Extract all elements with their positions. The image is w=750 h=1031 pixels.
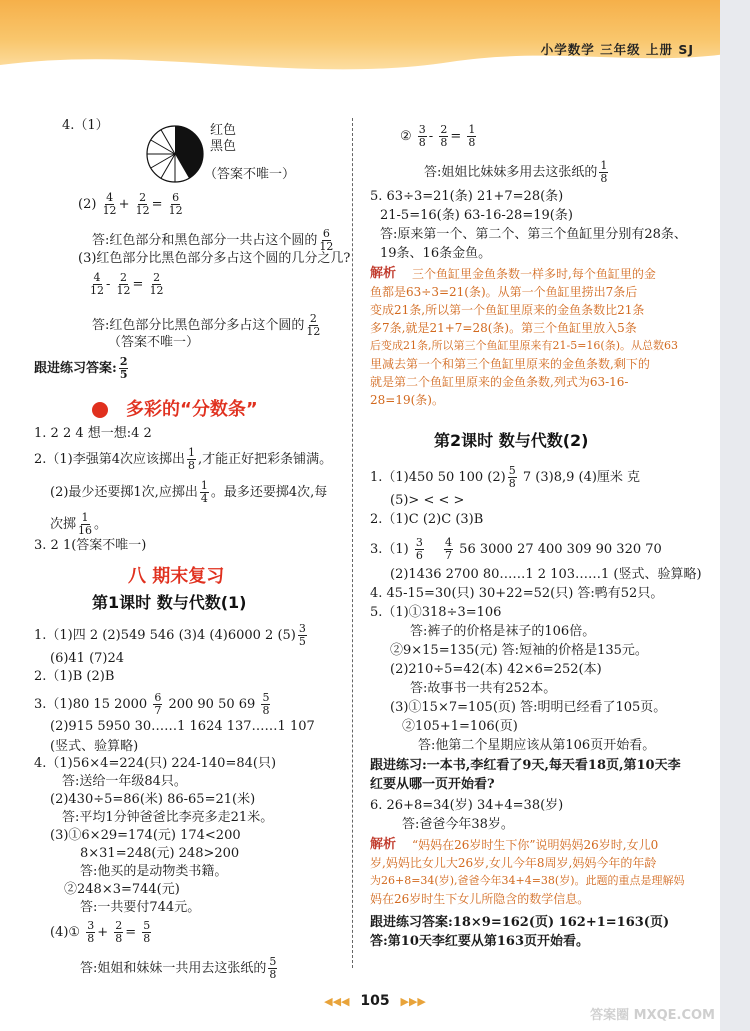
- analysis-line: 妈在26岁时生下女儿所隐含的数学信息。: [370, 892, 590, 906]
- follow-up-answer-3a: 跟进练习答案:18×9=162(页) 162+1=163(页): [370, 915, 670, 930]
- fraction: $\frac{4}{12}$: [102, 191, 117, 217]
- fraction: $\frac{3}{8}$: [418, 123, 426, 149]
- analysis-line: 变成21条,所以第一个鱼缸里原来的金鱼条数比21条: [370, 303, 645, 317]
- fraction: $\frac{2}{8}$: [115, 919, 123, 945]
- right-column: [360, 0, 720, 1000]
- analysis-label: 解析: [370, 266, 397, 281]
- r2: 答:姐姐比妹妹多用去这张纸的 $\frac{1}{8}$: [424, 159, 608, 185]
- legend-red: 红色: [210, 123, 237, 138]
- s1: 1. 2 2 4 想一想:4 2: [34, 426, 152, 441]
- fraction: $\frac{1}{8}$: [468, 123, 476, 149]
- chapter-title: 八 期末复习: [128, 566, 225, 587]
- analysis-line: “妈妈在26岁时生下你”说明妈妈26岁时,女儿0: [412, 838, 659, 852]
- q2: 2.（1)C (2)C (3)B: [370, 512, 484, 527]
- analysis-line: 多7条,就是21+7=28(条)。第三个鱼缸里放入5条: [370, 321, 637, 335]
- fraction: $\frac{5}{8}$: [269, 955, 277, 981]
- follow-up-answer-1: 跟进练习答案: $\frac{2}{5}$: [34, 355, 128, 381]
- legend-black: 黑色: [210, 139, 237, 154]
- section-title-colorful-bars: 多彩的“分数条”: [92, 395, 258, 421]
- q5g: ②105+1=106(页): [402, 719, 518, 734]
- fraction: $\frac{6}{12}$: [319, 227, 334, 253]
- r1: ② $\frac{3}{8}$ - $\frac{2}{8}$ = $\frac{1}{8}$: [400, 123, 476, 149]
- q4-3-text: (3)红色部分比黑色部分多占这个圆的几分之几?: [78, 251, 351, 266]
- fraction: $\frac{5}{8}$: [262, 691, 270, 717]
- watermark: 答案圈 MXQE.COM: [590, 1008, 715, 1023]
- book-title: 小学数学 三年级 上册 SJ: [540, 42, 694, 57]
- fraction: $\frac{2}{12}$: [306, 312, 321, 338]
- l1-1a: 1.（1)四 2 (2)549 546 (3)4 (4)6000 2 (5) $\frac{3}{5}$: [34, 622, 306, 648]
- fraction: $\frac{1}{16}$: [78, 511, 93, 537]
- left-column: [0, 0, 352, 1000]
- l1-3a: 3.（1)80 15 2000 $\frac{6}{7}$ 200 90 50 69 $\frac{5}{8}$: [34, 691, 270, 717]
- r3: 5. 63÷3=21(条) 21+7=28(条): [370, 189, 564, 204]
- fraction: $\frac{2}{12}$: [149, 271, 164, 297]
- l1-4g: 答:他买的是动物类书籍。: [80, 864, 228, 879]
- fraction: $\frac{3}{5}$: [298, 622, 306, 648]
- l1-4d: 答:平均1分钟爸爸比李亮多走21米。: [62, 810, 274, 825]
- r4: 21-5=16(条) 63-16-28=19(条): [380, 208, 573, 223]
- q4-3-answer: 答:红色部分比黑色部分多占这个圆的 $\frac{2}{12}$: [92, 312, 321, 338]
- fraction: $\frac{2}{5}$: [119, 355, 128, 381]
- fraction: $\frac{1}{8}$: [600, 159, 608, 185]
- q3b: (2)1436 2700 80……1 2 103……1 (竖式、验算略): [390, 567, 702, 582]
- l1-3b: (2)915 5950 30……1 1624 137……1 107: [50, 719, 315, 734]
- q5b: 答:裤子的价格是袜子的106倍。: [410, 624, 596, 639]
- analysis-line: 鱼都是63÷3=21(条)。从第一个鱼缸里捞出7条后: [370, 285, 638, 299]
- pie-note: （答案不唯一）: [204, 167, 296, 182]
- q4-2-prefix: (2): [78, 197, 97, 212]
- fraction: $\frac{4}{7}$: [445, 536, 453, 562]
- follow-up-answer-3b: 答:第10天李红要从第163页开始看。: [370, 934, 590, 949]
- fraction: $\frac{2}{12}$: [135, 191, 150, 217]
- l1-4e: (3)①6×29=174(元) 174<200: [50, 828, 241, 843]
- page-number: ◀◀◀ 105 ▶▶▶: [324, 993, 426, 1009]
- analysis-line: 28=19(条)。: [370, 393, 444, 407]
- l1-4k: 答:姐姐和妹妹一共用去这张纸的 $\frac{5}{8}$: [80, 955, 277, 981]
- q5c: ②9×15=135(元) 答:短袖的价格是135元。: [390, 643, 648, 658]
- q6a: 6. 26+8=34(岁) 34+4=38(岁): [370, 798, 564, 813]
- l1-4b: 答:送给一年级84只。: [62, 774, 187, 789]
- q4-2-equation: (2) $\frac{4}{12}$ + $\frac{2}{12}$ = $\frac{6}{12}$: [78, 191, 183, 217]
- l1-2: 2.（1)B (2)B: [34, 669, 115, 684]
- l1-4a: 4.（1)56×4=224(只) 224-140=84(只): [34, 756, 277, 771]
- follow-up-2b: 红要从哪一页开始看?: [370, 777, 495, 792]
- follow-up-2a: 跟进练习:一本书,李红看了9天,每天看18页,第10天李: [370, 758, 681, 773]
- fraction: $\frac{2}{8}$: [440, 123, 448, 149]
- fraction: $\frac{5}{8}$: [508, 464, 516, 490]
- fraction: $\frac{3}{6}$: [415, 536, 423, 562]
- s2a: 2.（1)李强第4次应该掷出 $\frac{1}{8}$ ,才能正好把彩条铺满。: [34, 446, 333, 472]
- l1-4j: (4)① $\frac{3}{8}$ + $\frac{2}{8}$ = $\frac{5}{8}$: [50, 919, 151, 945]
- right-arrows-icon: ▶▶▶: [400, 995, 426, 1008]
- pie-chart: [143, 122, 207, 186]
- l1-4c: (2)430÷5=86(米) 86-65=21(米): [50, 792, 256, 807]
- q5d: (2)210÷5=42(本) 42×6=252(本): [390, 662, 602, 677]
- r5: 答:原来第一个、第二个、第三个鱼缸里分别有28条、: [380, 227, 687, 242]
- analysis-line: 三个鱼缸里金鱼条数一样多时,每个鱼缸里的金: [412, 267, 656, 281]
- q3a: 3.（1) $\frac{3}{6}$ $\frac{4}{7}$ 56 3000 27 400 309 90 320 70: [370, 536, 662, 562]
- bullet-dot-icon: [92, 402, 108, 418]
- analysis-line: 为26+8=34(岁),爸爸今年34+4=38(岁)。此题的重点是理解妈: [370, 874, 685, 887]
- fraction: $\frac{5}{8}$: [143, 919, 151, 945]
- analysis-line: 就是第二个鱼缸里原来的金鱼条数,列式为63-16-: [370, 375, 629, 389]
- r6: 19条、16条金鱼。: [380, 246, 492, 261]
- s2c: 次掷 $\frac{1}{16}$ 。: [50, 511, 108, 537]
- s2b: (2)最少还要掷1次,应掷出 $\frac{1}{4}$ 。最多还要掷4次,每: [50, 479, 328, 505]
- fraction: $\frac{6}{7}$: [154, 691, 162, 717]
- l1-1b: (6)41 (7)24: [50, 651, 125, 666]
- analysis-1: [370, 265, 396, 283]
- analysis-line: 后变成21条,所以第三个鱼缸里原来有21-5=16(条)。从总数63: [370, 339, 678, 352]
- lesson1-title: 第1课时 数与代数(1): [92, 593, 247, 612]
- fraction: $\frac{4}{12}$: [90, 271, 104, 297]
- analysis-line: 岁,妈妈比女儿大26岁,女儿今年8周岁,妈妈今年的年龄: [370, 856, 657, 870]
- s3: 3. 2 1(答案不唯一): [34, 538, 147, 553]
- q5a: 5.（1)①318÷3=106: [370, 605, 502, 620]
- l1-4h: ②248×3=744(元): [64, 882, 180, 897]
- fraction: $\frac{3}{8}$: [87, 919, 95, 945]
- analysis-2-label: 解析: [370, 837, 397, 852]
- fraction: $\frac{6}{12}$: [168, 191, 183, 217]
- l1-4f: 8×31=248(元) 248>200: [80, 846, 240, 861]
- fraction: $\frac{2}{12}$: [116, 271, 131, 297]
- left-arrows-icon: ◀◀◀: [324, 995, 350, 1008]
- q6b: 答:爸爸今年38岁。: [402, 817, 514, 832]
- column-divider: [352, 118, 353, 968]
- q1b: (5)> < < >: [390, 493, 465, 508]
- q1a: 1.（1)450 50 100 (2) $\frac{5}{8}$ 7 (3)8,9 (4)厘米 克: [370, 464, 641, 490]
- q4-3-equation: $\frac{4}{12}$ - $\frac{2}{12}$ = $\frac{2}{12}$: [90, 271, 164, 297]
- analysis-line: 里减去第一个和第三个鱼缸里原来的金鱼条数,剩下的: [370, 357, 650, 371]
- q4-2-answer: 答:红色部分和黑色部分一共占这个圆的 $\frac{6}{12}$: [92, 227, 334, 253]
- lesson2-title: 第2课时 数与代数(2): [434, 431, 589, 450]
- q5h: 答:他第二个星期应该从第106页开始看。: [418, 738, 656, 753]
- q4-3-note: （答案不唯一）: [108, 335, 200, 350]
- fraction: $\frac{1}{8}$: [188, 446, 196, 472]
- page-edge-sidebar: [720, 0, 750, 1031]
- l1-4i: 答:一共要付744元。: [80, 900, 201, 915]
- q4-label: 4.（1）: [62, 118, 109, 133]
- q5f: (3)①15×7=105(页) 答:明明已经看了105页。: [390, 700, 667, 715]
- q5e: 答:故事书一共有252本。: [410, 681, 557, 696]
- fraction: $\frac{1}{4}$: [200, 479, 208, 505]
- q4a: 4. 45-15=30(只) 30+22=52(只) 答:鸭有52只。: [370, 586, 664, 601]
- l1-3c: (竖式、验算略): [50, 739, 139, 754]
